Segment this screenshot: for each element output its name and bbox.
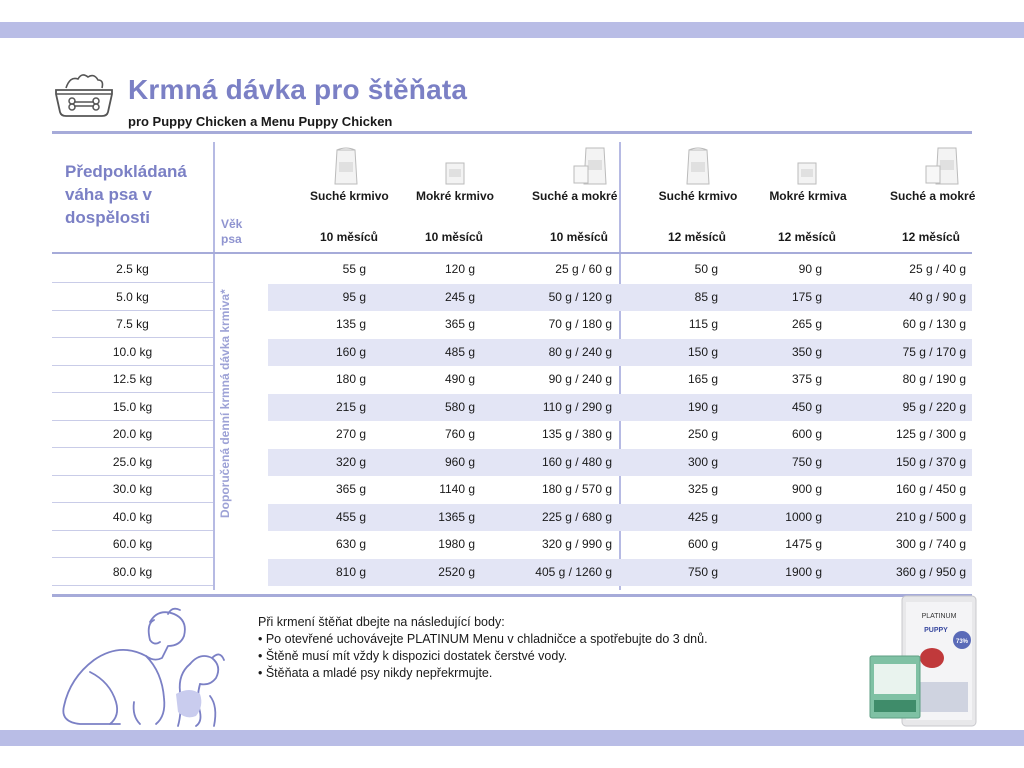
ration-cell: 85 g [694, 290, 718, 304]
ration-cell: 1365 g [438, 510, 475, 524]
ration-cell: 350 g [791, 345, 822, 359]
ration-cell: 300 g / 740 g [895, 537, 966, 551]
weight-cell: 20.0 kg [112, 427, 153, 441]
ration-cell: 50 g / 120 g [548, 290, 612, 304]
ration-cell: 150 g [687, 345, 718, 359]
row-separator [52, 557, 213, 558]
ration-cell: 95 g [342, 290, 366, 304]
ration-cell: 120 g [444, 262, 475, 276]
ration-cell: 360 g / 950 g [895, 565, 966, 579]
ration-cell: 110 g / 290 g [542, 400, 612, 414]
column-header: Suché a mokré [532, 189, 618, 203]
weight-cell: 7.5 kg [116, 317, 149, 331]
row-separator [52, 337, 213, 338]
ration-cell: 375 g [791, 372, 822, 386]
ration-cell: 365 g [444, 317, 475, 331]
notes-item: • Štěně musí mít vždy k dispozici dostatek čerstvé vody. [258, 649, 568, 663]
product-variant: PUPPY [924, 627, 948, 634]
age-label [221, 217, 242, 247]
notes-intro: Při krmení štěňat dbejte na následující body: [258, 615, 505, 629]
row-separator [52, 585, 213, 586]
ration-cell: 485 g [444, 345, 475, 359]
table-row [52, 476, 972, 503]
table-row [52, 339, 972, 366]
page-subtitle: pro Puppy Chicken a Menu Puppy Chicken [128, 114, 393, 129]
weight-cell: 12.5 kg [112, 372, 153, 386]
dry-food-bag-icon [683, 144, 713, 186]
ration-cell: 750 g [687, 565, 718, 579]
weight-cell: 25.0 kg [112, 455, 153, 469]
row-separator [52, 447, 213, 448]
product-badge: 73% [955, 639, 969, 645]
ration-cell: 320 g / 990 g [541, 537, 612, 551]
ration-cell: 25 g / 60 g [555, 262, 612, 276]
top-band [0, 22, 1024, 38]
column-header: Suché krmivo [310, 189, 389, 203]
table-row [52, 421, 972, 448]
ration-cell: 425 g [687, 510, 718, 524]
table-row [52, 559, 972, 586]
ration-cell: 490 g [444, 372, 475, 386]
ration-cell: 630 g [335, 537, 366, 551]
weight-cell: 80.0 kg [112, 565, 153, 579]
ration-cell: 300 g [687, 455, 718, 469]
ration-cell: 55 g [342, 262, 366, 276]
ration-cell: 580 g [444, 400, 475, 414]
weight-cell: 30.0 kg [112, 482, 153, 496]
ration-cell: 80 g / 190 g [902, 372, 966, 386]
weight-header-line: Předpokládaná [65, 162, 187, 181]
age-label-line: Věk [221, 217, 243, 231]
column-header: Mokré krmivo [415, 189, 495, 203]
ration-cell: 60 g / 130 g [902, 317, 966, 331]
ration-cell: 80 g / 240 g [548, 345, 612, 359]
weight-cell: 10.0 kg [112, 345, 153, 359]
age-column-header: 12 měsíců [777, 230, 836, 244]
ration-cell: 455 g [335, 510, 366, 524]
dog-bowl-icon [52, 70, 116, 120]
table-row [52, 366, 972, 393]
age-column-header: 12 měsíců [667, 230, 726, 244]
ration-cell: 325 g [687, 482, 718, 496]
page-title: Krmná dávka pro štěňata [128, 74, 468, 105]
ration-cell: 90 g / 240 g [548, 372, 612, 386]
weight-header-line: váha psa v [65, 185, 152, 204]
table-row [52, 256, 972, 283]
ration-cell: 180 g [335, 372, 366, 386]
column-header: Suché krmivo [658, 189, 738, 203]
ration-cell: 1900 g [785, 565, 822, 579]
column-header: Mokré krmiva [769, 189, 847, 203]
age-column-header: 10 měsíců [319, 230, 378, 244]
age-column-header: 10 měsíců [424, 230, 483, 244]
wet-food-tray-icon [443, 160, 467, 186]
ration-cell: 450 g [791, 400, 822, 414]
ration-cell: 210 g / 500 g [895, 510, 966, 524]
bottom-band [0, 730, 1024, 746]
ration-cell: 95 g / 220 g [902, 400, 966, 414]
ration-cell: 960 g [444, 455, 475, 469]
dry-and-wet-food-icon [922, 144, 960, 186]
ration-cell: 250 g [687, 427, 718, 441]
product-packaging-image [862, 592, 980, 732]
ration-cell: 165 g [687, 372, 718, 386]
ration-cell: 160 g [335, 345, 366, 359]
ration-cell: 1000 g [785, 510, 822, 524]
weight-cell: 2.5 kg [116, 262, 149, 276]
ration-cell: 135 g / 380 g [541, 427, 612, 441]
table-row [52, 531, 972, 558]
recommended-daily-ration-label: Doporučená denní krmná dávka krmiva* [218, 289, 232, 518]
ration-cell: 115 g [688, 317, 718, 331]
ration-cell: 190 g [687, 400, 718, 414]
row-separator [52, 392, 213, 393]
ration-cell: 810 g [335, 565, 366, 579]
ration-cell: 40 g / 90 g [909, 290, 966, 304]
weight-cell: 40.0 kg [112, 510, 153, 524]
table-row [52, 449, 972, 476]
ration-cell: 1475 g [785, 537, 822, 551]
ration-cell: 25 g / 40 g [909, 262, 966, 276]
ration-cell: 70 g / 180 g [548, 317, 612, 331]
ration-cell: 1140 g [439, 482, 475, 496]
ration-cell: 125 g / 300 g [895, 427, 966, 441]
ration-cell: 245 g [444, 290, 475, 304]
dogs-illustration [50, 602, 230, 732]
ration-cell: 600 g [791, 427, 822, 441]
table-row [52, 284, 972, 311]
weight-cell: 60.0 kg [112, 537, 153, 551]
row-separator [52, 502, 213, 503]
ration-cell: 75 g / 170 g [902, 345, 966, 359]
top-rule [52, 131, 972, 134]
ration-cell: 160 g / 480 g [541, 455, 612, 469]
ration-cell: 320 g [335, 455, 366, 469]
ration-cell: 150 g / 370 g [895, 455, 966, 469]
header-rule [52, 252, 972, 254]
ration-cell: 160 g / 450 g [895, 482, 966, 496]
column-header: Suché a mokré [890, 189, 976, 203]
age-column-header: 12 měsíců [901, 230, 960, 244]
ration-cell: 180 g / 570 g [541, 482, 612, 496]
ration-cell: 760 g [444, 427, 475, 441]
ration-cell: 265 g [791, 317, 822, 331]
ration-cell: 50 g [694, 262, 718, 276]
bottom-rule [52, 594, 972, 597]
ration-cell: 270 g [335, 427, 366, 441]
ration-cell: 135 g [335, 317, 366, 331]
ration-cell: 600 g [687, 537, 718, 551]
dry-and-wet-food-icon [570, 144, 608, 186]
weight-cell: 5.0 kg [116, 290, 149, 304]
ration-cell: 215 g [335, 400, 366, 414]
table-row [52, 394, 972, 421]
ration-cell: 365 g [335, 482, 366, 496]
feeding-notes [258, 614, 818, 682]
weight-cell: 15.0 kg [112, 400, 153, 414]
wet-food-tray-icon [795, 160, 819, 186]
ration-cell: 175 g [791, 290, 822, 304]
ration-cell: 1980 g [438, 537, 475, 551]
product-brand: PLATINUM [921, 613, 957, 620]
ration-cell: 750 g [791, 455, 822, 469]
weight-header-line: dospělosti [65, 208, 151, 227]
row-separator [52, 282, 213, 283]
weight-column-header [65, 160, 215, 229]
ration-cell: 90 g [798, 262, 822, 276]
ration-cell: 2520 g [438, 565, 475, 579]
ration-cell: 405 g / 1260 g [535, 565, 612, 579]
age-label-line: psa [221, 232, 242, 246]
age-column-header: 10 měsíců [549, 230, 608, 244]
notes-item: • Štěňata a mladé psy nikdy nepřekrmujte. [258, 666, 493, 680]
ration-cell: 225 g / 680 g [541, 510, 612, 524]
dry-food-bag-icon [331, 144, 361, 186]
table-row [52, 504, 972, 531]
ration-cell: 900 g [791, 482, 822, 496]
notes-item: • Po otevřené uchovávejte PLATINUM Menu v chladničce a spotřebujte do 3 dnů. [258, 632, 708, 646]
table-row [52, 311, 972, 338]
